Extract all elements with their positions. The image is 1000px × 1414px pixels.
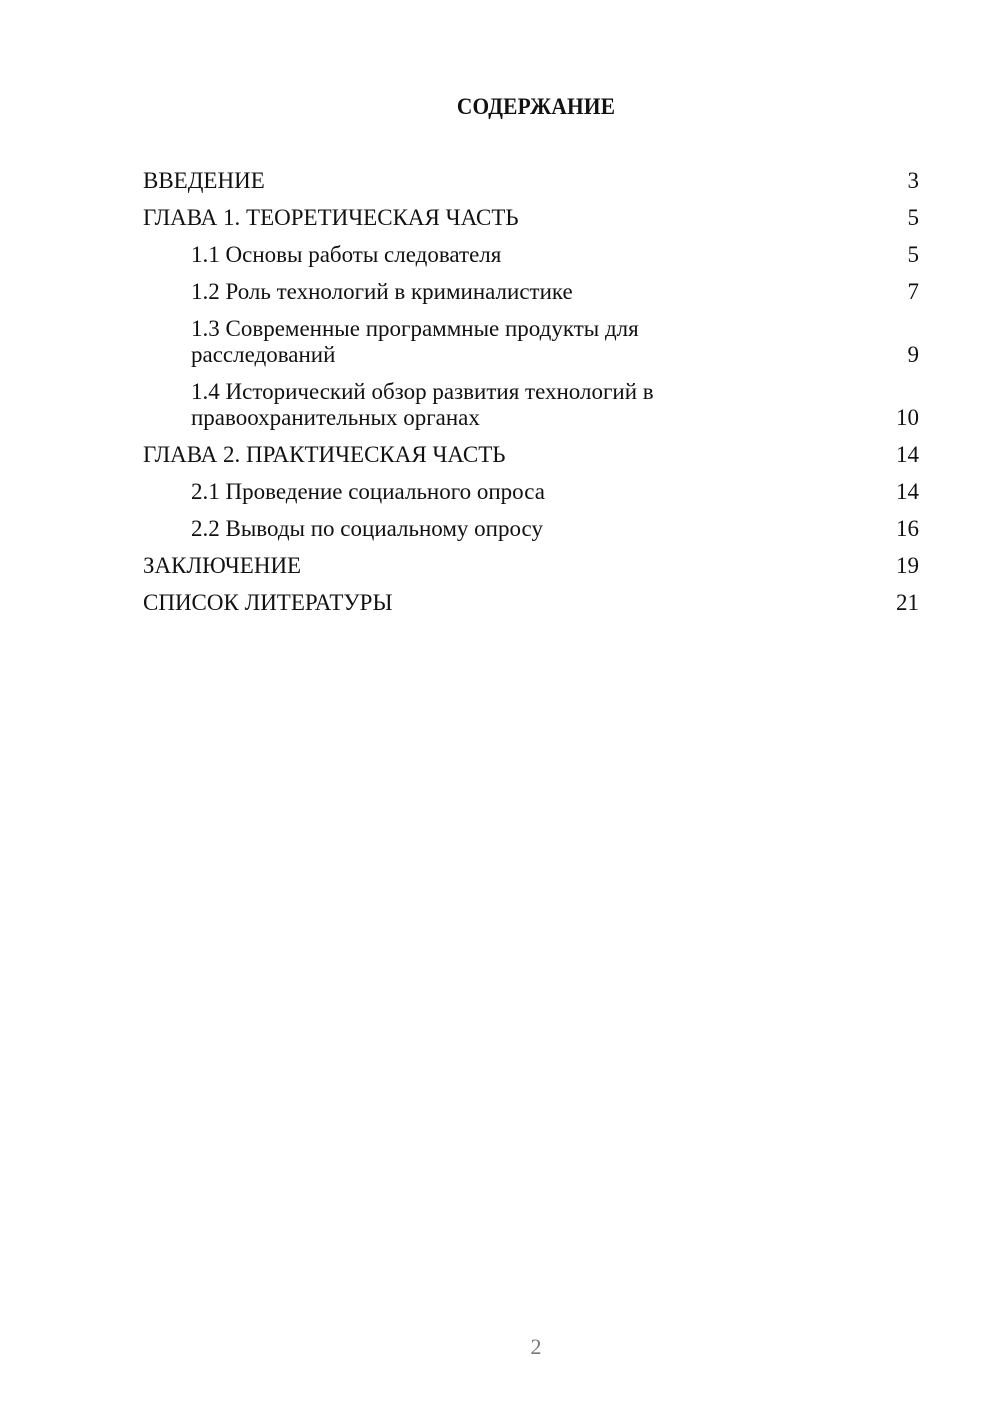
toc-entry-label: 1.3 Современные программные продукты для расследований bbox=[191, 316, 639, 367]
toc-entry-section-2-2[interactable] bbox=[143, 516, 919, 542]
toc-entry-section-2-1[interactable] bbox=[143, 479, 919, 505]
toc-entry-chapter-1[interactable] bbox=[143, 205, 919, 231]
toc-entry-label: СПИСОК ЛИТЕРАТУРЫ bbox=[143, 590, 393, 615]
toc-entry-label: ГЛАВА 2. ПРАКТИЧЕСКАЯ ЧАСТЬ bbox=[143, 442, 506, 467]
toc-entry-label: 1.2 Роль технологий в криминалистике bbox=[191, 279, 573, 304]
toc-entry-page: 5 bbox=[907, 205, 919, 230]
toc-entry-label: ЗАКЛЮЧЕНИЕ bbox=[143, 553, 302, 578]
page-title: СОДЕРЖАНИЕ bbox=[456, 94, 616, 119]
toc-entry-page: 5 bbox=[907, 242, 919, 267]
toc-entry-page: 14 bbox=[896, 479, 919, 504]
toc-entry-label: ГЛАВА 1. ТЕОРЕТИЧЕСКАЯ ЧАСТЬ bbox=[143, 205, 519, 230]
toc-entry-page: 7 bbox=[907, 279, 919, 304]
toc-entry-introduction[interactable] bbox=[143, 168, 919, 194]
toc-entry-page: 19 bbox=[896, 553, 919, 578]
toc-entry-section-1-4[interactable] bbox=[143, 379, 919, 431]
toc-entry-label: 1.4 Исторический обзор развития технологий в правоохранительных органах bbox=[191, 379, 654, 430]
page-number: 2 bbox=[530, 1334, 542, 1359]
toc-entry-section-1-1[interactable] bbox=[143, 242, 919, 268]
toc-entry-page: 3 bbox=[907, 168, 919, 193]
toc-entry-page: 21 bbox=[896, 590, 919, 615]
toc-entry-section-1-2[interactable] bbox=[143, 279, 919, 305]
toc-entry-conclusion[interactable] bbox=[143, 553, 919, 579]
toc-entry-page: 16 bbox=[896, 516, 919, 541]
toc-entry-chapter-2[interactable] bbox=[143, 442, 919, 468]
toc-entry-label: 1.1 Основы работы следователя bbox=[191, 242, 502, 267]
toc-entry-page: 14 bbox=[896, 442, 919, 467]
toc-entry-label: ВВЕДЕНИЕ bbox=[143, 168, 265, 193]
toc-entry-page: 10 bbox=[896, 405, 919, 430]
toc-entry-page: 9 bbox=[907, 342, 919, 367]
toc-entry-bibliography[interactable] bbox=[143, 590, 919, 616]
toc-entry-label: 2.1 Проведение социального опроса bbox=[191, 479, 545, 504]
toc-entry-label: 2.2 Выводы по социальному опросу bbox=[191, 516, 543, 541]
toc-entry-section-1-3[interactable] bbox=[143, 316, 919, 368]
table-of-contents bbox=[143, 168, 919, 627]
